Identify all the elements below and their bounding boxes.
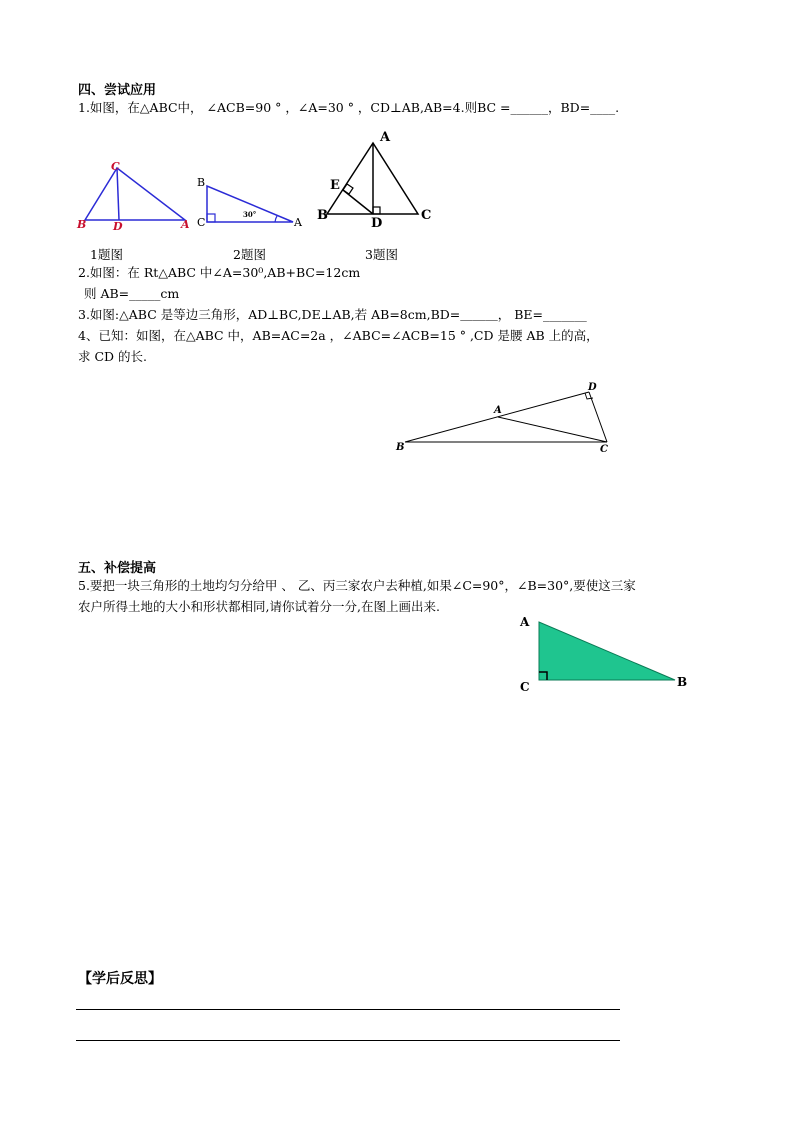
- fig1-label-d: D: [113, 220, 123, 233]
- fig4-right-angle: [585, 393, 593, 399]
- fig5-label-b: B: [677, 675, 688, 689]
- fig3-label-b: B: [317, 208, 328, 223]
- fig5-label-a: A: [520, 615, 530, 629]
- question-2-line-1: 2.如图：在 Rt△ABC 中∠A=30⁰,AB+BC=12cm: [78, 265, 361, 280]
- fig2-right-angle: [207, 214, 215, 222]
- fig3-right-angle-e: [343, 184, 353, 194]
- reflection-line-1: [76, 1009, 620, 1010]
- fig3-label-d: D: [371, 216, 383, 231]
- figure-5: [515, 612, 705, 692]
- fig3-label-e: E: [330, 178, 340, 193]
- fig2-caption: 2题图: [233, 247, 266, 262]
- question-5-line-2: 农户所得土地的大小和形状都相同,请你试着分一分,在图上画出来.: [78, 599, 440, 614]
- fig2-label-b: B: [197, 176, 206, 189]
- question-2-line-2: 则 AB=_____cm: [84, 286, 180, 301]
- fig1-label-b: B: [77, 218, 87, 231]
- figure-2: [195, 170, 315, 250]
- fig4-altitude-cd: [589, 392, 607, 442]
- fig1-triangle: [85, 168, 185, 220]
- fig3-label-a: A: [380, 130, 391, 145]
- fig3-caption: 3题图: [365, 247, 398, 262]
- fig3-right-angle-d: [373, 207, 380, 214]
- fig1-caption: 1题图: [90, 247, 123, 262]
- fig2-angle-label: 30°: [243, 210, 257, 219]
- fig5-triangle: [539, 622, 675, 680]
- fig4-label-a: A: [494, 405, 502, 416]
- fig4-line-bd: [405, 392, 589, 442]
- section-heading-5: 五、补偿提高: [78, 561, 157, 576]
- figure-1: [75, 160, 195, 240]
- fig3-label-c: C: [421, 208, 432, 223]
- question-1: 1.如图，在△ABC中， ∠ACB=90 ° ，∠A=30 ° ，CD⊥AB,AB=4.则BC =______，BD=____.: [78, 100, 620, 115]
- fig4-side-ac: [498, 417, 607, 442]
- fig2-label-c: C: [197, 216, 206, 229]
- fig1-label-a: A: [181, 218, 190, 231]
- section-heading-4: 四、尝试应用: [78, 83, 157, 98]
- question-4-line-2: 求 CD 的长.: [78, 349, 148, 364]
- figure-4: [395, 380, 625, 460]
- fig5-label-c: C: [520, 680, 530, 694]
- figure-3: [315, 128, 435, 231]
- reflection-heading: 【学后反思】: [78, 971, 162, 987]
- fig4-label-c: C: [600, 444, 608, 455]
- fig2-angle-arc: [275, 216, 277, 222]
- question-5-line-1: 5.要把一块三角形的土地均匀分给甲 、 乙、丙三家农户去种植,如果∠C=90°，∠B=30°,要使这三家: [78, 578, 636, 593]
- fig2-label-a: A: [294, 216, 302, 229]
- question-4-line-1: 4、已知：如图，在△ABC 中，AB=AC=2a ，∠ABC=∠ACB=15 ° ,CD 是腰 AB 上的高，: [78, 328, 599, 343]
- question-3: 3.如图:△ABC 是等边三角形，AD⊥BC,DE⊥AB,若 AB=8cm,BD=＿＿＿， BE=_______: [78, 307, 587, 322]
- fig4-label-d: D: [588, 382, 597, 393]
- fig1-label-c: C: [111, 160, 120, 173]
- reflection-line-2: [76, 1040, 620, 1041]
- fig4-label-b: B: [396, 442, 405, 453]
- fig1-altitude: [117, 168, 119, 220]
